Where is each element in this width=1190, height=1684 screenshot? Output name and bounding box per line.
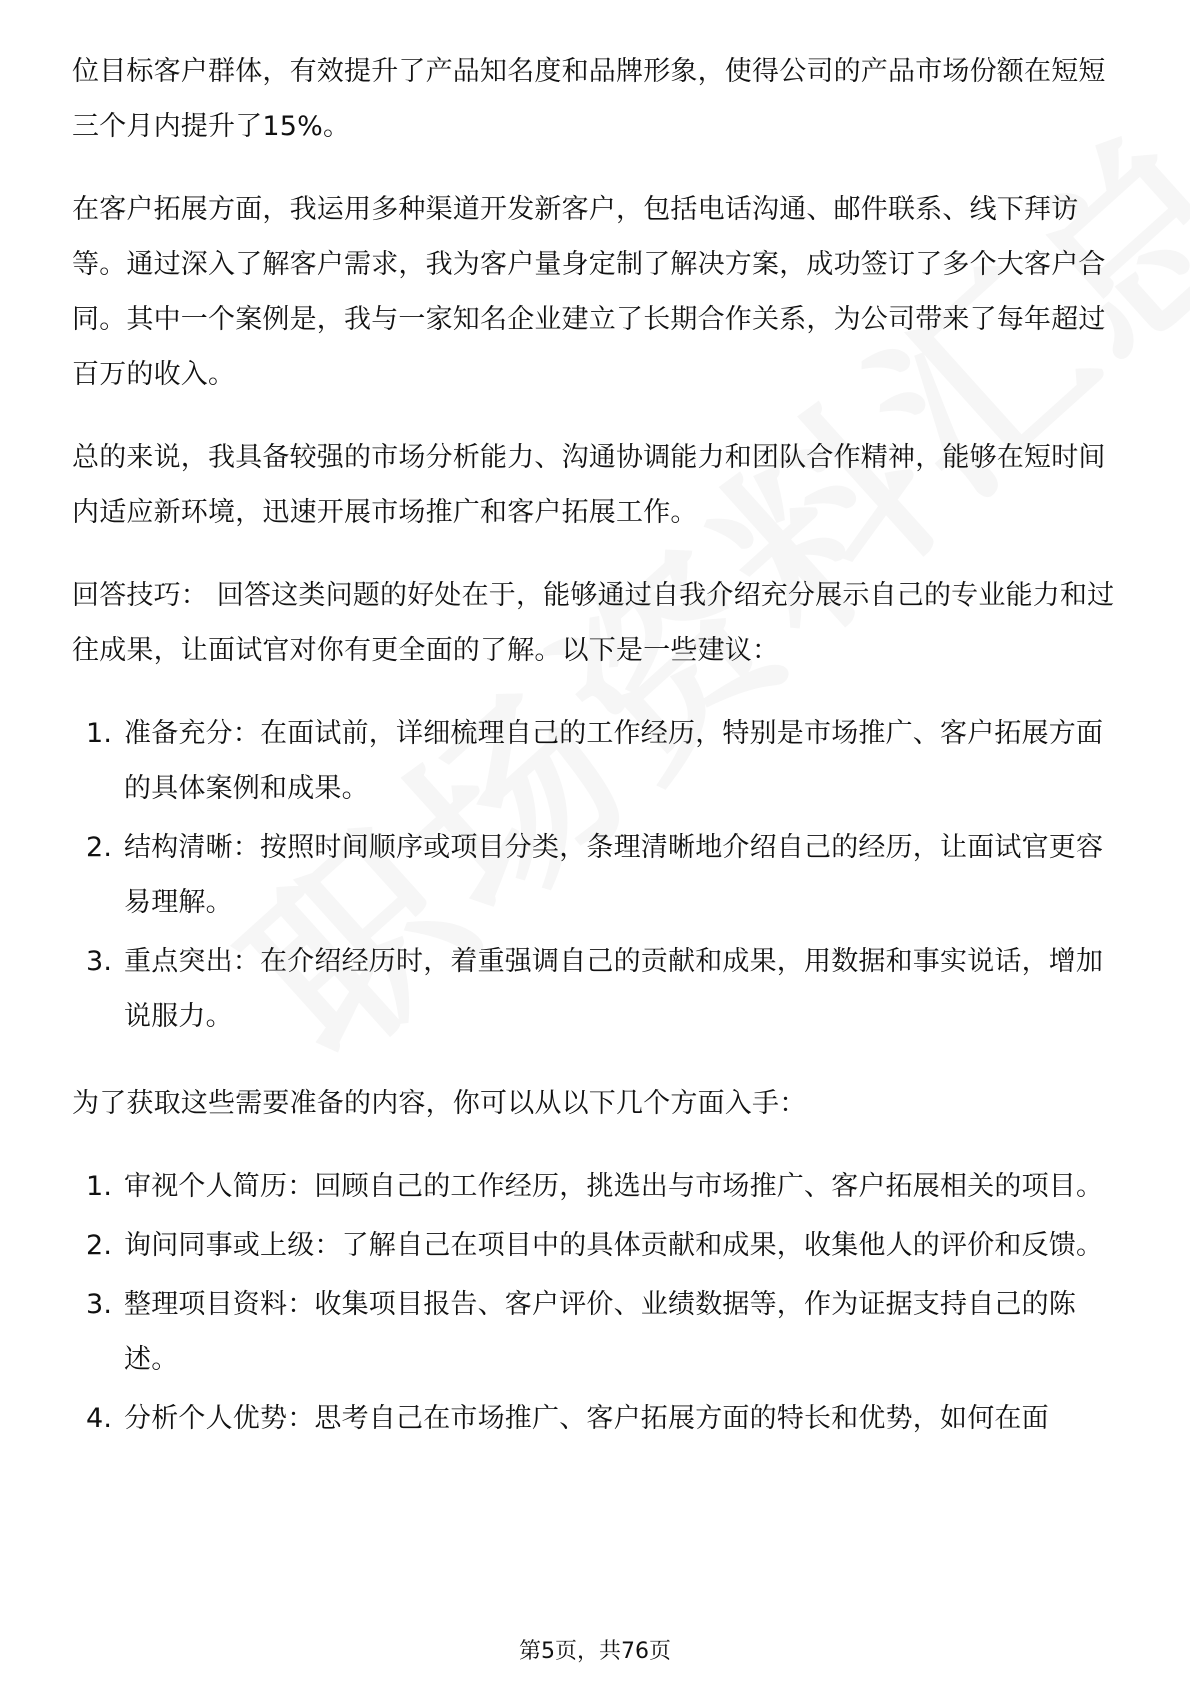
list-item-text: 审视个人简历：回顾自己的工作经历，挑选出与市场推广、客户拓展相关的项目。 [124, 1171, 1104, 1202]
list-item [72, 820, 1122, 930]
suggestions-list [72, 706, 1122, 1044]
list-item-text: 询问同事或上级：了解自己在项目中的具体贡献和成果，收集他人的评价和反馈。 [124, 1230, 1104, 1261]
list-item-number: 3. [86, 946, 113, 977]
list-item [72, 706, 1122, 816]
list-item-number: 2. [86, 1230, 113, 1261]
page-content [72, 44, 1122, 1478]
paragraph-answer-tips: 回答技巧： 回答这类问题的好处在于，能够通过自我介绍充分展示自己的专业能力和过往成果，让面试官对你有更全面的了解。以下是一些建议： [72, 580, 1115, 666]
page-number-footer: 第5页，共76页 [519, 1639, 671, 1664]
list-item [72, 934, 1122, 1044]
list-item-text: 准备充分：在面试前，详细梳理自己的工作经历，特别是市场推广、客户拓展方面的具体案例和成果。 [124, 718, 1104, 804]
list-item-text: 整理项目资料：收集项目报告、客户评价、业绩数据等，作为证据支持自己的陈述。 [124, 1289, 1076, 1375]
paragraph-summary: 总的来说，我具备较强的市场分析能力、沟通协调能力和团队合作精神，能够在短时间内适应新环境，迅速开展市场推广和客户拓展工作。 [72, 442, 1106, 528]
list-item-number: 1. [86, 718, 113, 749]
list-item [72, 1218, 1122, 1273]
list-item-number: 4. [86, 1403, 113, 1434]
list-item-number: 2. [86, 832, 113, 863]
list-item [72, 1391, 1122, 1446]
preparation-list [72, 1159, 1122, 1446]
paragraph-market-share: 位目标客户群体，有效提升了产品知名度和品牌形象，使得公司的产品市场份额在短短三个月内提升了15%。 [72, 56, 1106, 142]
paragraph-customer-expansion: 在客户拓展方面，我运用多种渠道开发新客户，包括电话沟通、邮件联系、线下拜访等。通过深入了解客户需求，我为客户量身定制了解决方案，成功签订了多个大客户合同。其中一个案例是，我与一家知名企业建立了长期合作关系，为公司带来了每年超过百万的收入。 [72, 194, 1106, 390]
paragraph-preparation-intro: 为了获取这些需要准备的内容，你可以从以下几个方面入手： [72, 1088, 807, 1119]
list-item-number: 3. [86, 1289, 113, 1320]
list-item-number: 1. [86, 1171, 113, 1202]
list-item [72, 1277, 1122, 1387]
list-item [72, 1159, 1122, 1214]
list-item-text: 重点突出：在介绍经历时，着重强调自己的贡献和成果，用数据和事实说话，增加说服力。 [124, 946, 1104, 1032]
list-item-text: 分析个人优势：思考自己在市场推广、客户拓展方面的特长和优势，如何在面 [124, 1403, 1049, 1434]
list-item-text: 结构清晰：按照时间顺序或项目分类，条理清晰地介绍自己的经历，让面试官更容易理解。 [124, 832, 1104, 918]
